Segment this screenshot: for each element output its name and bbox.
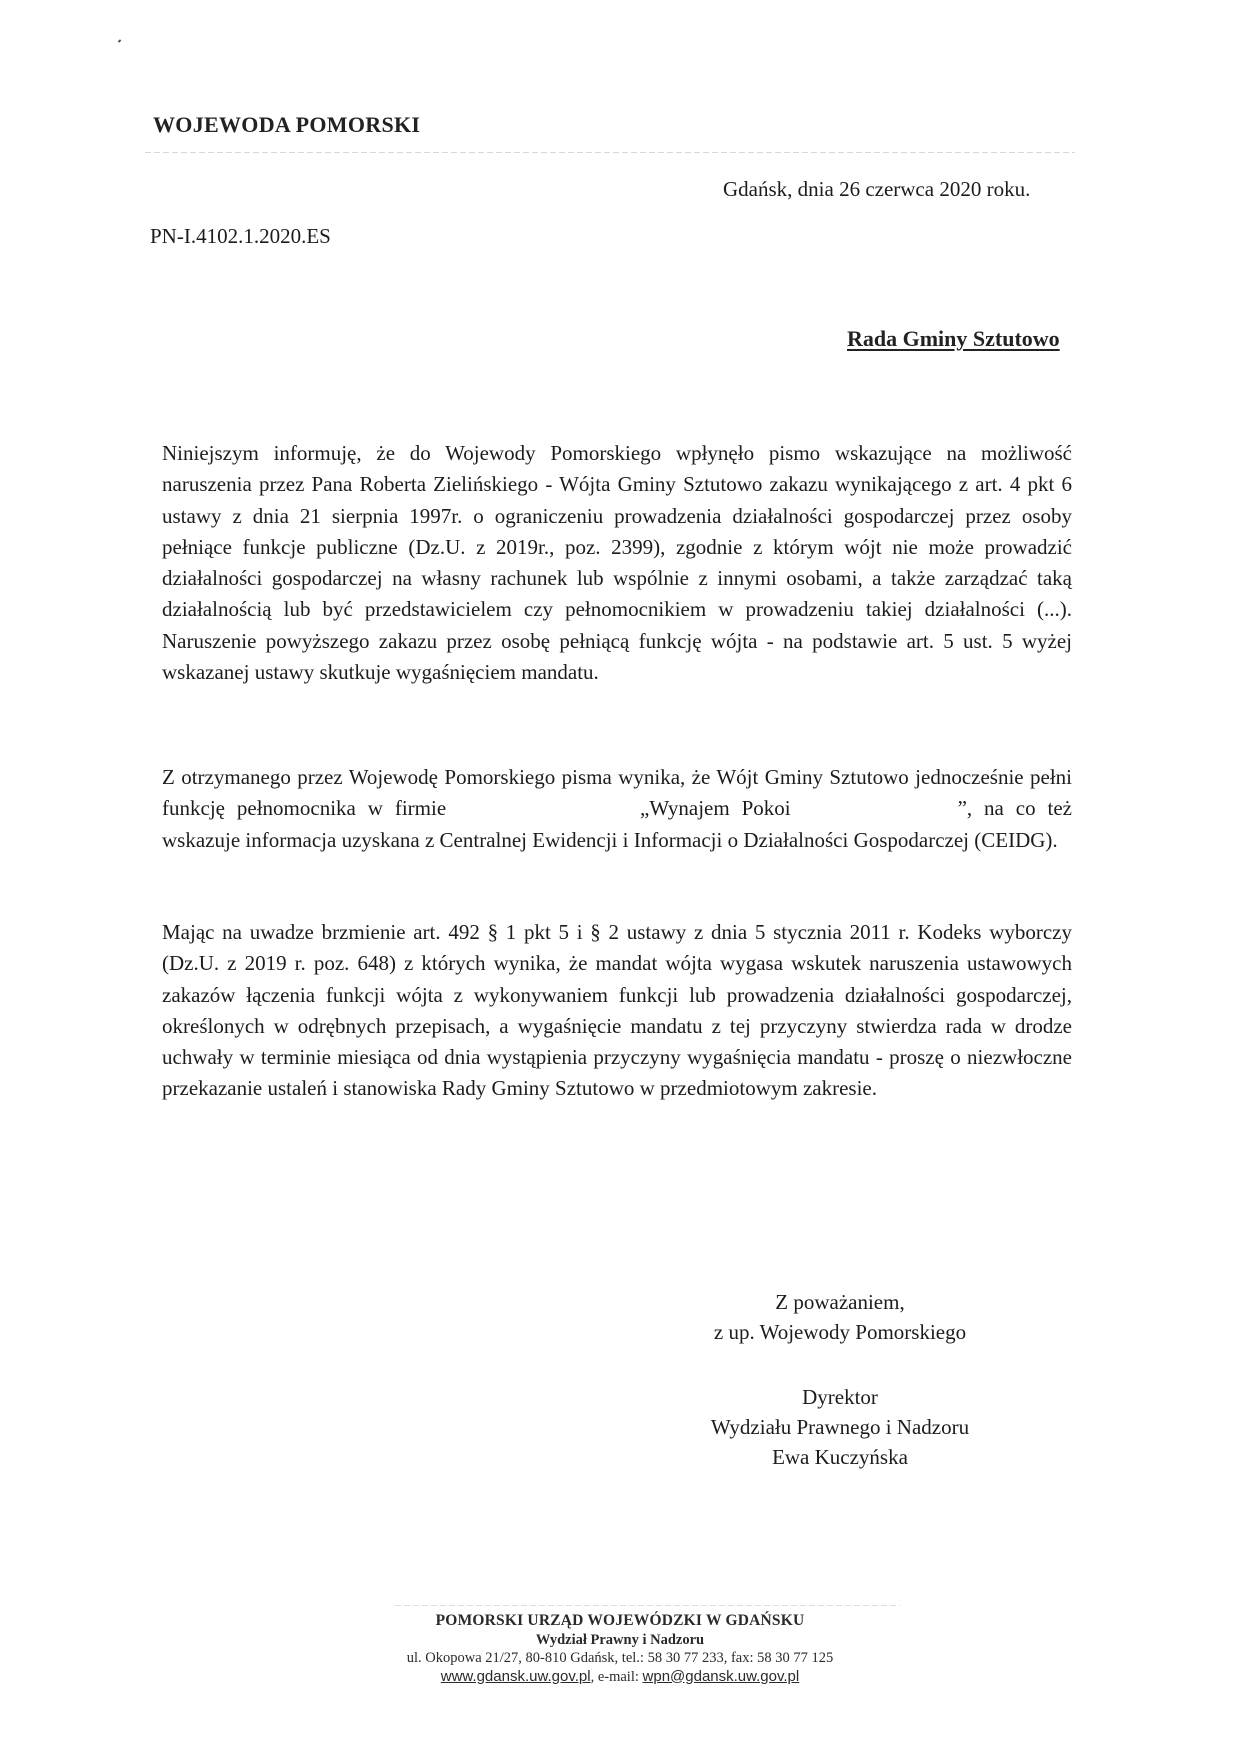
footer-contact xyxy=(330,1668,910,1687)
footer-organization: POMORSKI URZĄD WOJEWÓDZKI W GDAŃSKU xyxy=(435,1612,805,1629)
footer xyxy=(330,1612,910,1686)
paragraph-text xyxy=(162,762,1072,856)
website-link[interactable]: www.gdansk.uw.gov.pl xyxy=(440,1667,591,1685)
email-label: , e-mail: xyxy=(590,1668,643,1685)
signatory-name: Ewa Kuczyńska xyxy=(772,1445,908,1469)
spacer xyxy=(670,1347,1010,1382)
closing: Z poważaniem, xyxy=(775,1290,905,1314)
reference-number: PN-I.4102.1.2020.ES xyxy=(150,224,331,248)
paragraph-text: Niniejszym informuję, że do Wojewody Pomorskiego wpłynęło pismo wskazujące na możliwość naruszenia przez Pana Roberta Zielińskiego - Wójta Gminy Sztutowo zakazu wynikającego z art. 4 pkt 6 ustawy z dnia 21 sierpnia 1997r. o ograniczeniu prowadzenia działalności gospodarczej przez osoby pełniące funkcje publiczne (Dz.U. z 2019r., poz. 2399), zgodnie z którym wójt nie może prowadzić działalności gospodarczej na własny rachunek lub wspólnie z innymi osobami, a także zarządzać taką działalnością lub być przedstawicielem czy pełnomocnikiem w prowadzeniu takiej działalności (...). Naruszenie powyższego zakazu przez osobę pełniącą funkcję wójta - na podstawie art. 5 ust. 5 wyżej wskazanej ustawy skutkuje wygaśnięciem mandatu. xyxy=(162,441,1072,685)
place-date: Gdańsk, dnia 26 czerwca 2020 roku. xyxy=(723,177,1031,201)
paragraph-2-part-1: Z otrzymanego przez Wojewodę Pomorskiego pisma wynika, że Wójt Gminy Sztutowo jednocześnie pełni funkcję pełnomocnika w firmie xyxy=(162,765,1072,821)
signatory-title: Dyrektor xyxy=(802,1385,878,1409)
footer-department: Wydział Prawny i Nadzoru xyxy=(535,1631,705,1648)
body-paragraph-2 xyxy=(162,762,1072,856)
paragraph-2-part-2: ”, na co też wskazuje informacja uzyskana z Centralnej Ewidencji i Informacji o Działalności Gospodarczej (CEIDG). xyxy=(162,796,1072,852)
body-paragraph-1 xyxy=(162,438,1072,688)
footer-address: ul. Okopowa 21/27, 80-810 Gdańsk, tel.: 58 30 77 233, fax: 58 30 77 125 xyxy=(406,1650,834,1666)
header-divider xyxy=(145,152,1075,153)
sender-heading: WOJEWODA POMORSKI xyxy=(153,112,421,137)
recipient: Rada Gminy Sztutowo xyxy=(847,326,1060,351)
scan-speck xyxy=(118,39,122,42)
body-paragraph-3 xyxy=(162,917,1072,1105)
firm-name: „Wynajem Pokoi xyxy=(640,796,791,821)
paragraph-text: Mając na uwadze brzmienie art. 492 § 1 pkt 5 i § 2 ustawy z dnia 5 stycznia 2011 r. Kodeks wyborczy (Dz.U. z 2019 r. poz. 648) z których wynika, że mandat wójta wygasa wskutek naruszenia ustawowych zakazów łączenia funkcji wójta z wykonywaniem funkcji lub prowadzenia działalności gospodarczej, określonych w odrębnych przepisach, a wygaśnięcie mandatu z tej przyczyny stwierdza rada w drodze uchwały w terminie miesiąca od dnia wystąpienia przyczyny wygaśnięcia mandatu - proszę o niezwłoczne przekazanie ustaleń i stanowiska Rady Gminy Sztutowo w przedmiotowym zakresie. xyxy=(162,920,1072,1101)
signature-block xyxy=(670,1287,1010,1472)
signatory-department: Wydziału Prawnego i Nadzoru xyxy=(710,1415,970,1439)
footer-divider xyxy=(395,1605,900,1606)
authority: z up. Wojewody Pomorskiego xyxy=(713,1320,967,1344)
email-link[interactable]: wpn@gdansk.uw.gov.pl xyxy=(642,1667,800,1685)
